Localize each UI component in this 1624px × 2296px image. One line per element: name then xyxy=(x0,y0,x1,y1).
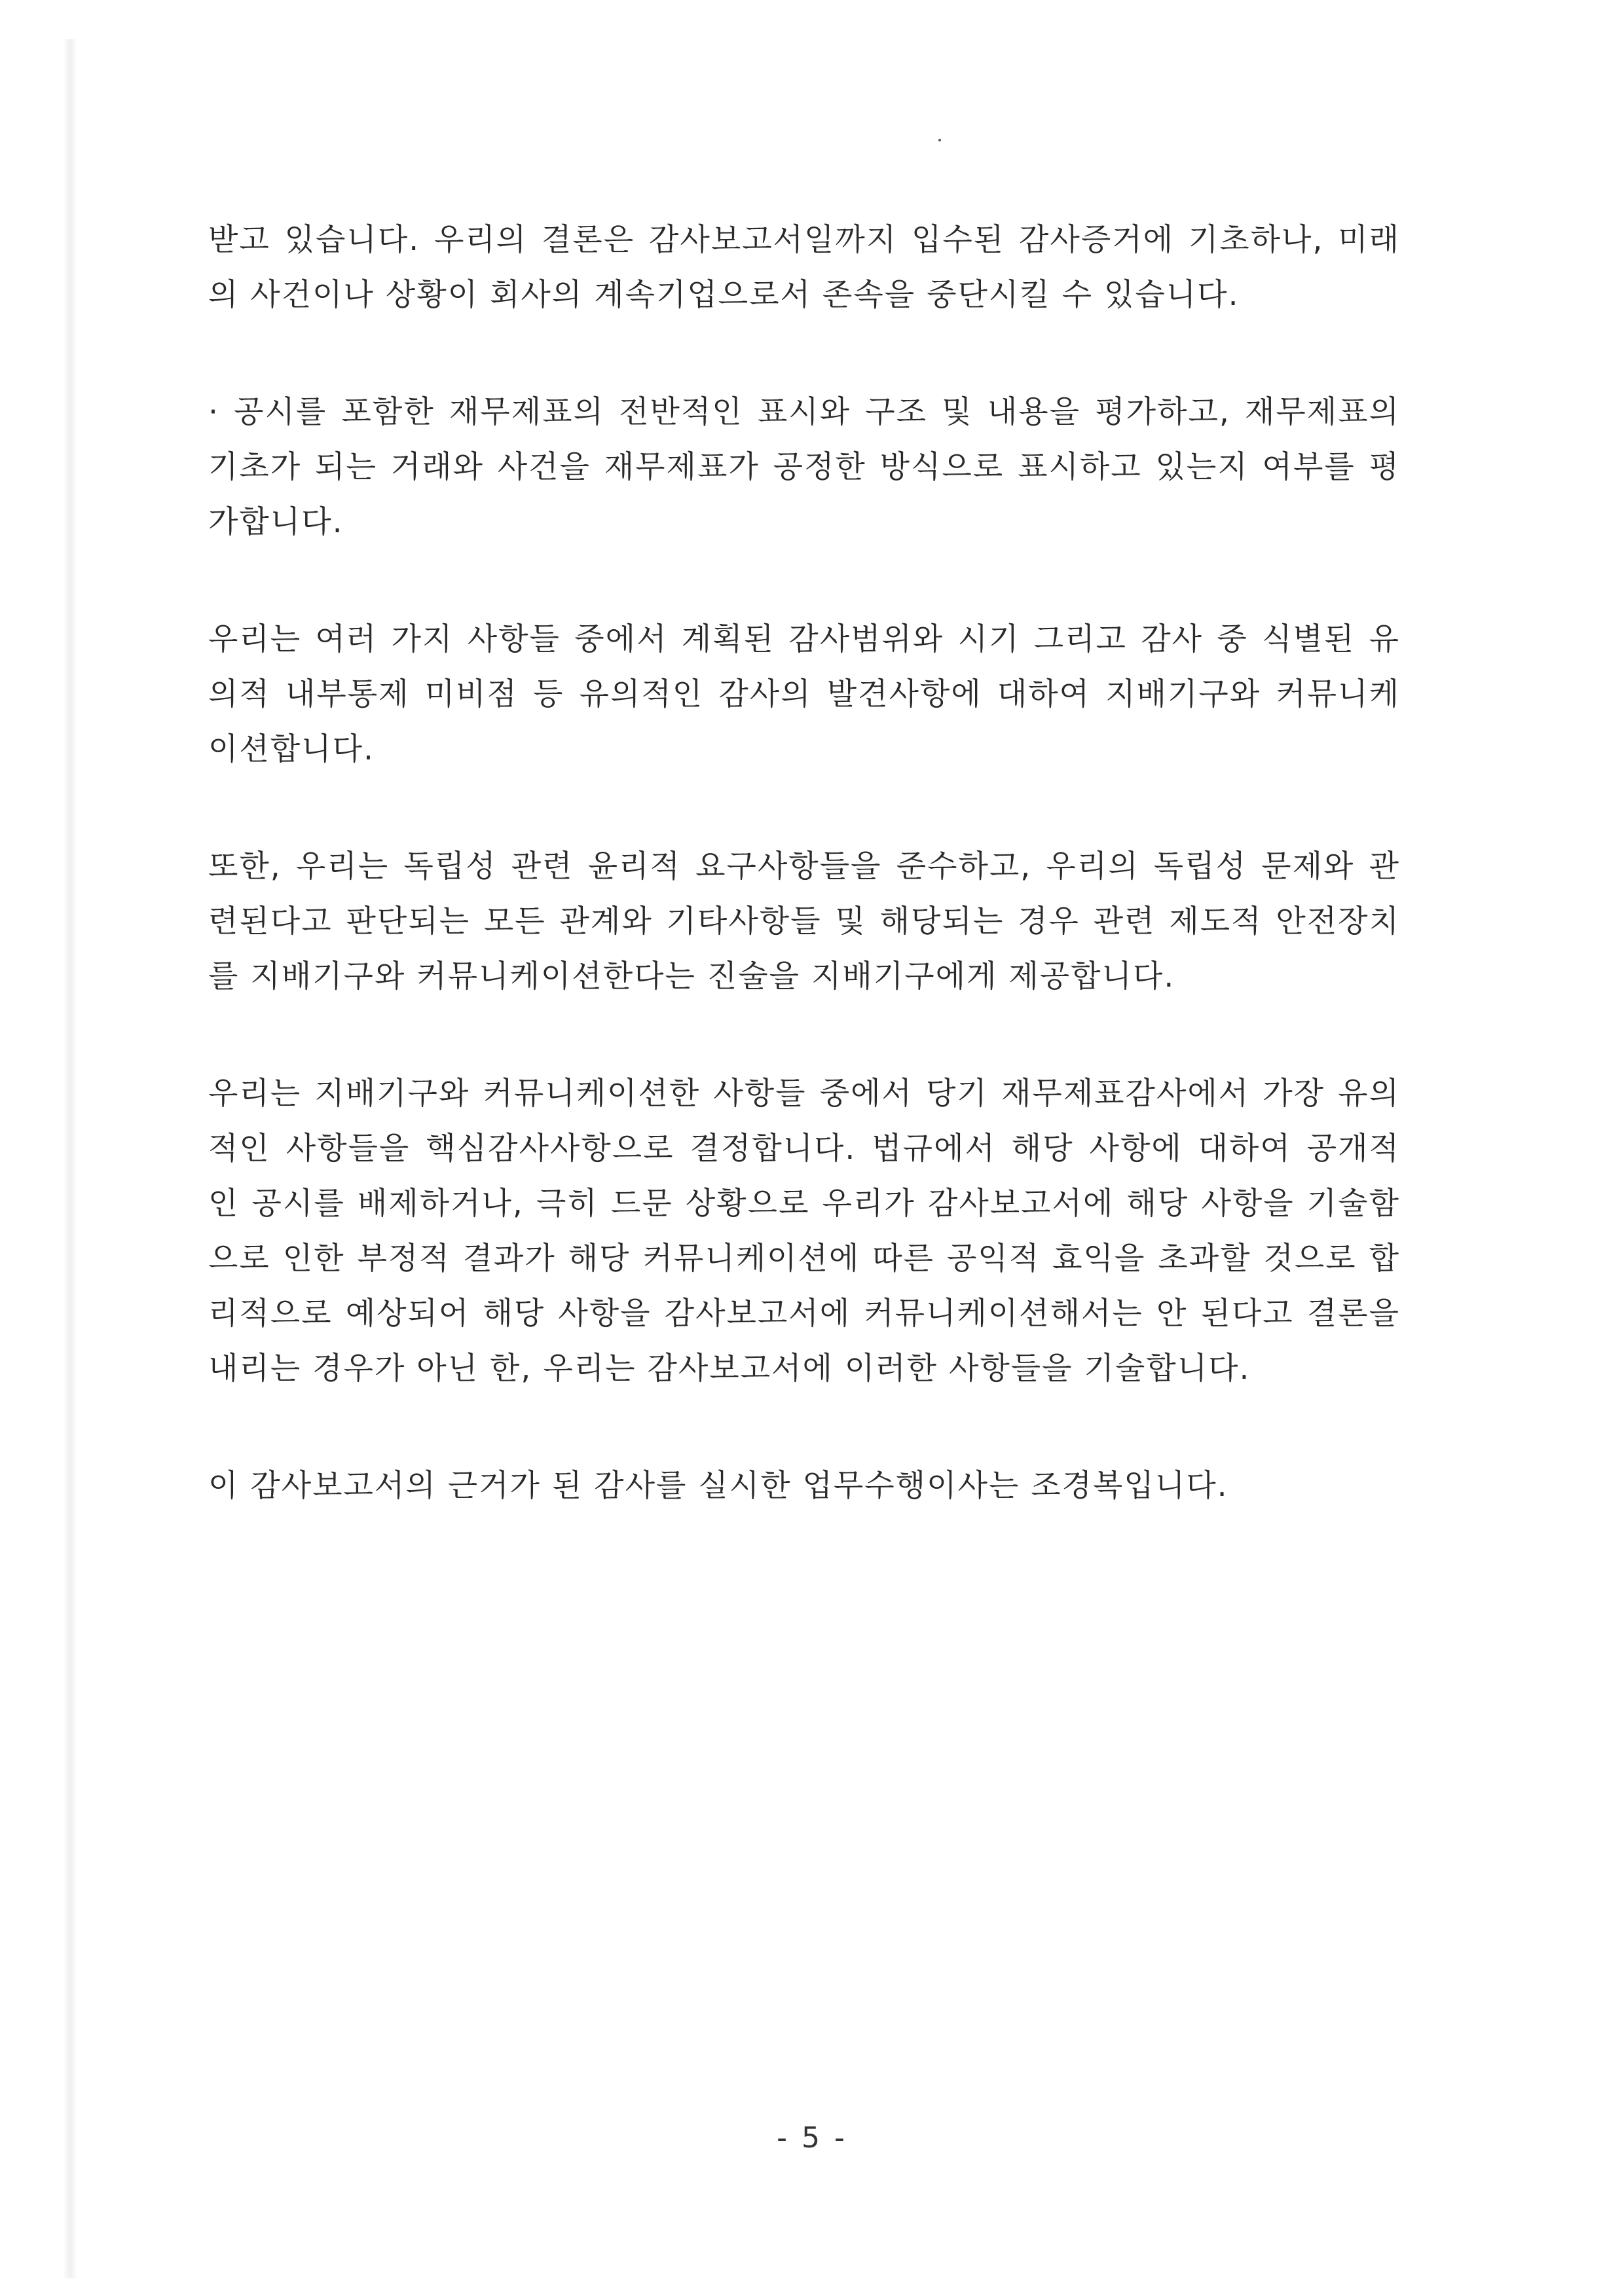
text-line: · 공시를 포함한 재무제표의 전반적인 표시와 구조 및 내용을 평가하고, 재무제표의 xyxy=(208,394,1400,430)
paragraph-presentation xyxy=(208,385,1400,550)
page-number: - 5 - xyxy=(777,2121,847,2155)
text-line: 기초가 되는 거래와 사건을 재무제표가 공정한 방식으로 표시하고 있는지 여부를 평 xyxy=(208,449,1400,485)
text-line: 받고 있습니다. 우리의 결론은 감사보고서일까지 입수된 감사증거에 기초하나, 미래 xyxy=(208,222,1400,258)
text-line: 를 지배기구와 커뮤니케이션한다는 진술을 지배기구에게 제공합니다. xyxy=(208,958,1175,994)
text-line: 가합니다. xyxy=(208,504,344,540)
text-line: 인 공시를 배제하거나, 극히 드문 상황으로 우리가 감사보고서에 해당 사항을 기술함 xyxy=(208,1186,1400,1222)
text-line: 으로 인한 부정적 결과가 해당 커뮤니케이션에 따른 공익적 효익을 초과할 것으로 합 xyxy=(208,1241,1400,1277)
paragraph-engagement-partner xyxy=(208,1459,1400,1514)
text-line: 적인 사항들을 핵심감사사항으로 결정합니다. 법규에서 해당 사항에 대하여 공개적 xyxy=(208,1131,1400,1167)
paragraph-communication-scope xyxy=(208,612,1400,777)
text-line: 이 감사보고서의 근거가 된 감사를 실시한 업무수행이사는 조경복입니다. xyxy=(208,1468,1228,1504)
document-body xyxy=(208,213,1400,1576)
scan-edge-shadow xyxy=(63,39,77,2278)
text-line: 또한, 우리는 독립성 관련 윤리적 요구사항들을 준수하고, 우리의 독립성 문제와 관 xyxy=(208,848,1400,884)
scan-speck xyxy=(938,139,941,141)
paragraph-independence xyxy=(208,839,1400,1004)
text-line: 의 사건이나 상황이 회사의 계속기업으로서 존속을 중단시킬 수 있습니다. xyxy=(208,277,1240,313)
text-line: 련된다고 판단되는 모든 관계와 기타사항들 및 해당되는 경우 관련 제도적 안전장치 xyxy=(208,903,1400,939)
text-line: 의적 내부통제 미비점 등 유의적인 감사의 발견사항에 대하여 지배기구와 커뮤니케 xyxy=(208,676,1400,712)
text-line: 우리는 여러 가지 사항들 중에서 계획된 감사범위와 시기 그리고 감사 중 식별된 유 xyxy=(208,621,1400,657)
paragraph-going-concern xyxy=(208,213,1400,323)
text-line: 리적으로 예상되어 해당 사항을 감사보고서에 커뮤니케이션해서는 안 된다고 결론을 xyxy=(208,1296,1400,1332)
text-line: 우리는 지배기구와 커뮤니케이션한 사항들 중에서 당기 재무제표감사에서 가장 유의 xyxy=(208,1076,1400,1112)
paragraph-key-audit-matters xyxy=(208,1066,1400,1396)
text-line: 내리는 경우가 아닌 한, 우리는 감사보고서에 이러한 사항들을 기술합니다. xyxy=(208,1351,1251,1387)
text-line: 이션합니다. xyxy=(208,731,375,767)
